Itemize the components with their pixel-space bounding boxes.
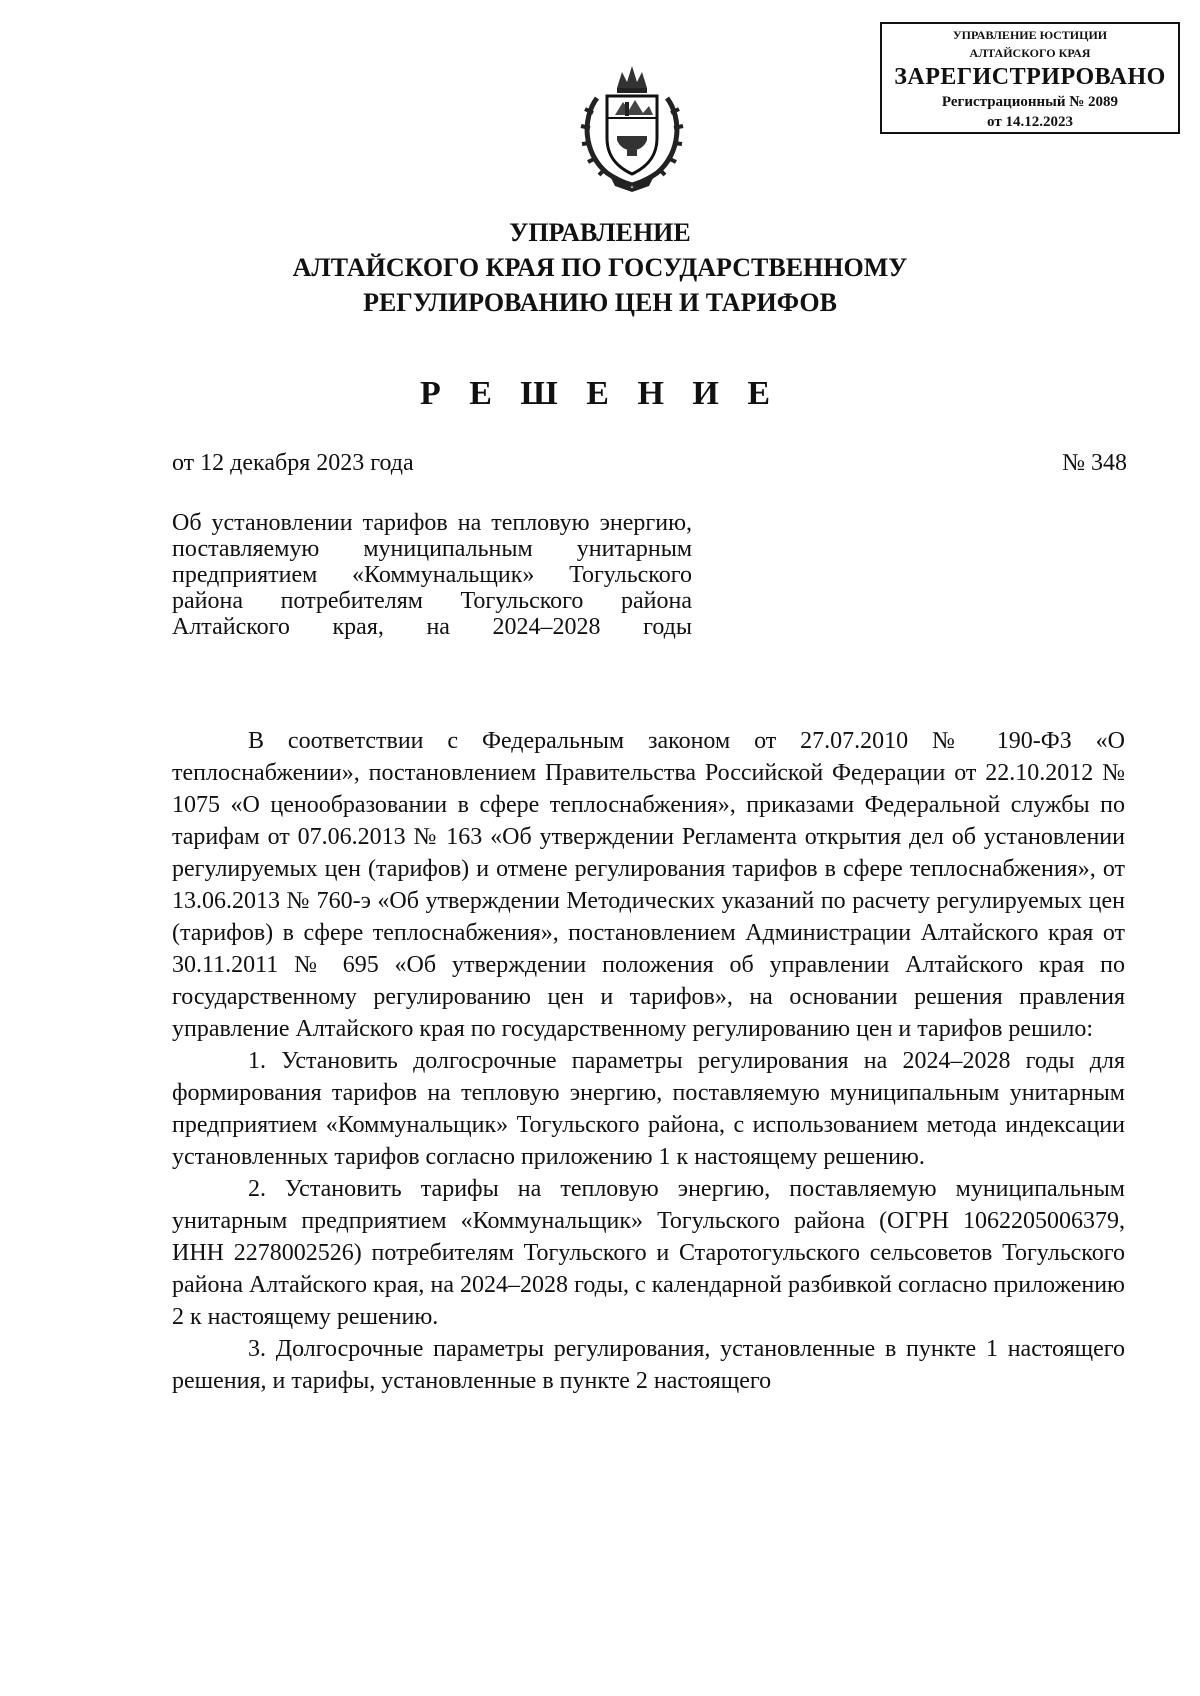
item-1-paragraph: 1. Установить долгосрочные параметры регулирования на 2024–2028 годы для формирования тарифов на тепловую энергию, поставляемую муниципальным унитарным предприятием «Коммунальщик» Тогульского района, с использованием метода индексации установленных тарифов согласно приложению 1 к настоящему решению. xyxy=(172,1048,1125,1170)
altai-coat-of-arms-icon xyxy=(577,58,687,193)
document-number: № 348 xyxy=(1062,450,1127,476)
agency-line2: АЛТАЙСКОГО КРАЯ ПО ГОСУДАРСТВЕННОМУ xyxy=(292,253,908,282)
stamp-reg-date: от 14.12.2023 xyxy=(987,114,1073,130)
agency-name xyxy=(0,215,1200,320)
item-2-paragraph: 2. Установить тарифы на тепловую энергию, поставляемую муниципальным унитарным предприятием «Коммунальщик» Тогульского района (ОГРН 1062205006379, ИНН 2278002526) потребителям Тогульского и Старотогульского сельсоветов Тогульского района Алтайского края, на 2024–2028 годы, с календарной разбивкой согласно приложению 2 к настоящему решению. xyxy=(172,1176,1125,1330)
document-body xyxy=(172,725,1125,1397)
document-date: от 12 декабря 2023 года xyxy=(172,450,414,476)
document-type: Р Е Ш Е Н И Е xyxy=(419,375,781,412)
stamp-org-line2: АЛТАЙСКОГО КРАЯ xyxy=(969,46,1091,60)
agency-line3: РЕГУЛИРОВАНИЮ ЦЕН И ТАРИФОВ xyxy=(363,288,837,317)
stamp-status: ЗАРЕГИСТРИРОВАНО xyxy=(894,64,1166,90)
agency-line1: УПРАВЛЕНИЕ xyxy=(509,218,691,247)
item-3-paragraph: 3. Долгосрочные параметры регулирования, установленные в пункте 1 настоящего решения, и тарифы, установленные в пункте 2 настоящего xyxy=(172,1336,1125,1394)
preamble-paragraph: В соответствии с Федеральным законом от 27.07.2010 № 190-ФЗ «О теплоснабжении», постановлением Правительства Российской Федерации от 22.10.2012 № 1075 «О ценообразовании в сфере теплоснабжения», приказами Федеральной службы по тарифам от 07.06.2013 № 163 «Об утверждении Регламента открытия дел об установлении регулируемых цен (тарифов) и отмене регулирования тарифов в сфере теплоснабжения», от 13.06.2013 № 760-э «Об утверждении Методических указаний по расчету регулируемых цен (тарифов) в сфере теплоснабжения», постановлением Администрации Алтайского края от 30.11.2011 № 695 «Об утверждении положения об управлении Алтайского края по государственному регулированию цен и тарифов», на основании решения правления управление Алтайского края по государственному регулированию цен и тарифов решило: xyxy=(172,728,1125,1042)
registration-stamp xyxy=(880,22,1180,134)
document-subject: Об установлении тарифов на тепловую энергию, поставляемую муниципальным унитарным предприятием «Коммунальщик» Тогульского района потребителям Тогульского района Алтайского края, на 2024–2028 годы xyxy=(172,510,692,640)
stamp-org-line1: УПРАВЛЕНИЕ ЮСТИЦИИ xyxy=(952,28,1108,42)
stamp-reg-number: Регистрационный № 2089 xyxy=(941,94,1119,110)
